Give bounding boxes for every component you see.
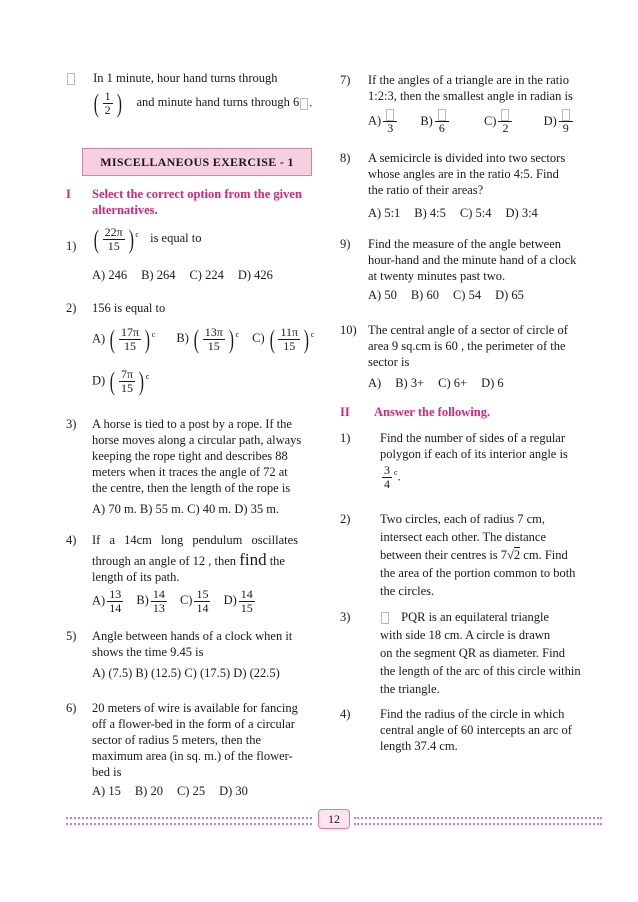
q1-fraction: $\frac{22\pi}{15}$ xyxy=(104,225,123,253)
sqrt-icon: √ xyxy=(507,548,514,562)
exercise-4: 4) Find the radius of the circle in which central angle of 60 intercepts an arc of length 37.4 cm. xyxy=(340,707,572,753)
question-2: 2) 156 is equal to xyxy=(66,301,166,315)
exercise-1: 1) Find the number of sides of a regular polygon if each of its interior angle is $\frac{3}{4}$ $^c$. xyxy=(340,431,568,491)
part-1-heading: I Select the correct option from the given alternatives. xyxy=(66,187,302,217)
q3-options: A) 70 m. B) 55 m. C) 40 m. D) 35 m. xyxy=(92,502,280,516)
left-paren: ( xyxy=(93,88,99,118)
missing-glyph-icon xyxy=(300,98,308,110)
triangle-icon xyxy=(381,612,389,624)
right-paren: ) xyxy=(116,88,122,118)
question-3: 3) A horse is tied to a post by a rope. If the horse moves along a circular path, always keeping the rope tight and describes 88 meters when it traces the angle of 72 at the centre, then the length of the rope is xyxy=(66,417,302,495)
question-9: 9) Find the measure of the angle between hour-hand and the minute hand of a clock at twenty minutes past two. xyxy=(340,237,577,283)
question-7: 7) If the angles of a triangle are in the ratio 1:2:3, then the smallest angle in radian is xyxy=(340,73,573,103)
exercise-2: 2) Two circles, each of radius 7 cm, intersect each other. The distance between their centres is 7√2 cm. Find the area of the portion common to both the circles. xyxy=(340,512,576,598)
question-4: 4) If a 14cm long pendulum oscillates through an angle of 12 , then find the length of its path. xyxy=(66,533,299,584)
q9-options: A) 50 B) 60 C) 54 D) 65 xyxy=(368,288,524,302)
exercise-3: 3) PQR is an equilateral triangle with side 18 cm. A circle is drawn on the segment QR as diameter. Find the length of the arc of this circle within the triangle. xyxy=(340,610,581,696)
question-6: 6) 20 meters of wire is available for fancing off a flower-bed in the form of a circular sector of radius 5 meters, then the maximum area (in sq. m.) of the flower- bed is xyxy=(66,701,298,779)
page-number: 12 xyxy=(318,809,350,829)
q2-options-row-1: A) ( $\frac{17\pi}{15}$ ) $^c$ B) ( $\frac{13\pi}{15}$ ) $^c$ C) ( $\frac{11\pi}{15}$ ) $^c$ xyxy=(92,324,315,354)
intro-fraction: $\frac{1}{2}$ xyxy=(104,89,111,117)
intro-line-1: In 1 minute, hour hand turns through xyxy=(93,71,278,85)
intro-paragraph xyxy=(66,70,326,86)
footer-decoration-right xyxy=(354,817,602,825)
intro-line-2: and minute hand turns through 6 xyxy=(136,95,300,110)
q1-options: A) 246 B) 264 C) 224 D) 426 xyxy=(92,268,273,282)
q8-options: A) 5:1 B) 4:5 C) 5:4 D) 3:4 xyxy=(368,206,538,220)
question-1: 1) ( $\frac{22\pi}{15}$ ) $^c$ is equal to xyxy=(66,224,202,254)
page-footer xyxy=(66,812,602,826)
q4-options: A) $\frac{13}{14}$ B) $\frac{14}{13}$ C) $\frac{15}{14}$ D) $\frac{14}{15}$ xyxy=(92,587,253,615)
section-title: MISCELLANEOUS EXERCISE - 1 xyxy=(82,148,312,176)
q2-options-row-2: D) ( $\frac{7\pi}{15}$ ) $^c$ xyxy=(92,366,150,396)
footer-decoration-left xyxy=(66,817,312,825)
missing-glyph-icon xyxy=(67,73,75,85)
question-5: 5) Angle between hands of a clock when it shows the time 9.45 is xyxy=(66,629,293,659)
q6-options: A) 15 B) 20 C) 25 D) 30 xyxy=(92,784,248,798)
question-8: 8) A semicircle is divided into two sectors whose angles are in the ratio 4:5. Find the ratio of their areas? xyxy=(340,151,566,197)
q7-options: A) 3 B) 6 C) 2 D) 9 xyxy=(368,108,602,135)
q5-options: A) (7.5) B) (12.5) C) (17.5) D) (22.5) xyxy=(92,666,280,680)
question-10: 10) The central angle of a sector of circle of area 9 sq.cm is 60 , the perimeter of the sector is xyxy=(340,323,568,369)
intro-line-2-row: ( $\frac{1}{2}$ ) and minute hand turns through 6 . xyxy=(93,88,313,118)
q10-options: A) B) 3+ C) 6+ D) 6 xyxy=(368,376,504,390)
part-2-heading: II Answer the following. xyxy=(340,405,491,419)
